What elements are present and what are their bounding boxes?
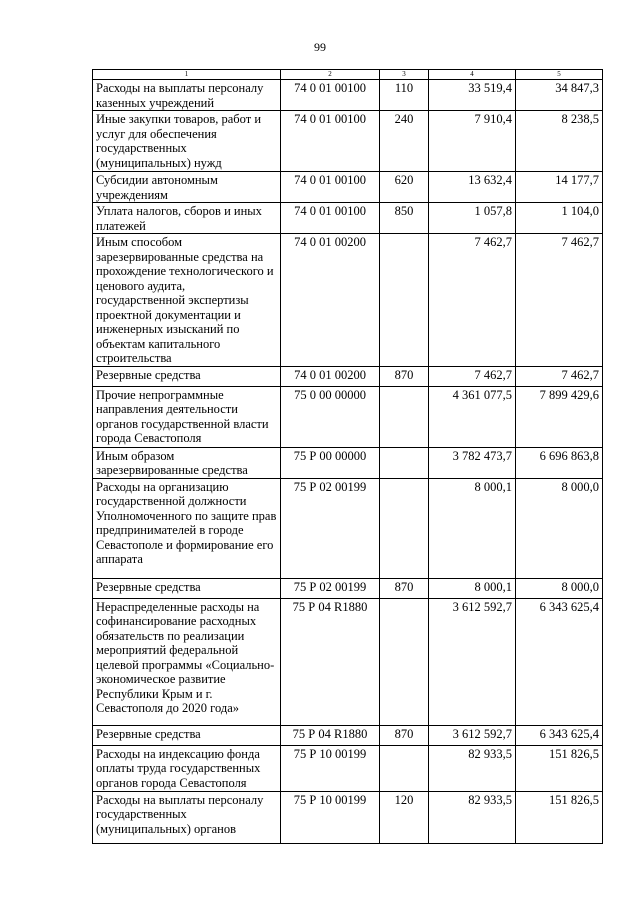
row-type-cell bbox=[380, 745, 429, 791]
row-type-cell bbox=[380, 386, 429, 447]
column-number-1: 1 bbox=[93, 70, 281, 80]
row-value-2-cell: 7 462,7 bbox=[516, 366, 603, 386]
row-type-cell: 120 bbox=[380, 791, 429, 843]
table-row bbox=[93, 111, 603, 172]
row-value-1-cell: 3 782 473,7 bbox=[429, 447, 516, 478]
column-number-2: 2 bbox=[281, 70, 380, 80]
row-name-cell: Уплата налогов, сборов и иных платежей bbox=[93, 203, 281, 234]
row-value-1-cell: 8 000,1 bbox=[429, 478, 516, 578]
row-code-cell: 75 0 00 00000 bbox=[281, 386, 380, 447]
row-type-cell: 870 bbox=[380, 366, 429, 386]
row-type-cell: 240 bbox=[380, 111, 429, 172]
table-row bbox=[93, 598, 603, 725]
row-value-1-cell: 33 519,4 bbox=[429, 80, 516, 111]
row-value-1-cell: 3 612 592,7 bbox=[429, 725, 516, 745]
row-value-2-cell: 8 000,0 bbox=[516, 478, 603, 578]
table-row bbox=[93, 725, 603, 745]
row-value-2-cell: 1 104,0 bbox=[516, 203, 603, 234]
row-code-cell: 74 0 01 00100 bbox=[281, 172, 380, 203]
row-value-1-cell: 82 933,5 bbox=[429, 745, 516, 791]
row-code-cell: 75 Р 04 R1880 bbox=[281, 598, 380, 725]
row-name-cell: Нераспределенные расходы на софинансирование расходных обязательств по реализации мероприятий федеральной целевой программы «Социально-экономическое развитие Республики Крым и г. Севастополя до 2020 года» bbox=[93, 598, 281, 725]
row-type-cell bbox=[380, 478, 429, 578]
table-row bbox=[93, 366, 603, 386]
table-row bbox=[93, 478, 603, 578]
row-code-cell: 74 0 01 00100 bbox=[281, 80, 380, 111]
row-name-cell: Расходы на выплаты персоналу казенных учреждений bbox=[93, 80, 281, 111]
row-name-cell: Иные закупки товаров, работ и услуг для обеспечения государственных (муниципальных) нужд bbox=[93, 111, 281, 172]
row-value-1-cell: 7 910,4 bbox=[429, 111, 516, 172]
row-code-cell: 75 Р 10 00199 bbox=[281, 791, 380, 843]
row-code-cell: 74 0 01 00100 bbox=[281, 111, 380, 172]
row-type-cell: 870 bbox=[380, 578, 429, 598]
row-value-1-cell: 1 057,8 bbox=[429, 203, 516, 234]
row-type-cell bbox=[380, 598, 429, 725]
row-value-2-cell: 151 826,5 bbox=[516, 745, 603, 791]
table-body bbox=[93, 80, 603, 844]
row-name-cell: Иным образом зарезервированные средства bbox=[93, 447, 281, 478]
table-row bbox=[93, 80, 603, 111]
row-name-cell: Расходы на индексацию фонда оплаты труда государственных органов города Севастополя bbox=[93, 745, 281, 791]
header-row bbox=[93, 70, 603, 80]
row-code-cell: 74 0 01 00200 bbox=[281, 366, 380, 386]
row-type-cell bbox=[380, 447, 429, 478]
row-name-cell: Резервные средства bbox=[93, 725, 281, 745]
row-name-cell: Расходы на выплаты персоналу государственных (муниципальных) органов bbox=[93, 791, 281, 843]
row-value-1-cell: 7 462,7 bbox=[429, 366, 516, 386]
row-value-2-cell: 34 847,3 bbox=[516, 80, 603, 111]
table-row bbox=[93, 203, 603, 234]
row-code-cell: 75 Р 02 00199 bbox=[281, 578, 380, 598]
row-name-cell: Расходы на организацию государственной должности Уполномоченного по защите прав предпринимателей в городе Севастополе и формирование его аппарата bbox=[93, 478, 281, 578]
table-row bbox=[93, 578, 603, 598]
row-code-cell: 75 Р 04 R1880 bbox=[281, 725, 380, 745]
row-value-2-cell: 8 000,0 bbox=[516, 578, 603, 598]
row-value-1-cell: 13 632,4 bbox=[429, 172, 516, 203]
row-value-1-cell: 7 462,7 bbox=[429, 234, 516, 367]
row-type-cell: 110 bbox=[380, 80, 429, 111]
row-value-1-cell: 8 000,1 bbox=[429, 578, 516, 598]
row-code-cell: 74 0 01 00100 bbox=[281, 203, 380, 234]
row-value-2-cell: 6 343 625,4 bbox=[516, 598, 603, 725]
row-name-cell: Иным способом зарезервированные средства на прохождение технологического и ценового аудита, государственной экспертизы проектной документации и инженерных изысканий по объектам капитального строительства bbox=[93, 234, 281, 367]
row-code-cell: 74 0 01 00200 bbox=[281, 234, 380, 367]
column-number-3: 3 bbox=[380, 70, 429, 80]
column-number-4: 4 bbox=[429, 70, 516, 80]
row-value-2-cell: 6 343 625,4 bbox=[516, 725, 603, 745]
row-value-2-cell: 14 177,7 bbox=[516, 172, 603, 203]
row-value-2-cell: 7 462,7 bbox=[516, 234, 603, 367]
row-value-2-cell: 151 826,5 bbox=[516, 791, 603, 843]
row-value-1-cell: 4 361 077,5 bbox=[429, 386, 516, 447]
page-number: 99 bbox=[314, 40, 326, 54]
row-type-cell: 850 bbox=[380, 203, 429, 234]
table-header bbox=[93, 70, 603, 80]
row-value-1-cell: 3 612 592,7 bbox=[429, 598, 516, 725]
row-code-cell: 75 Р 00 00000 bbox=[281, 447, 380, 478]
row-type-cell bbox=[380, 234, 429, 367]
row-value-2-cell: 6 696 863,8 bbox=[516, 447, 603, 478]
row-name-cell: Прочие непрограммные направления деятельности органов государственной власти города Севастополя bbox=[93, 386, 281, 447]
row-code-cell: 75 Р 02 00199 bbox=[281, 478, 380, 578]
row-value-2-cell: 8 238,5 bbox=[516, 111, 603, 172]
row-name-cell: Резервные средства bbox=[93, 578, 281, 598]
table-row bbox=[93, 234, 603, 367]
table-row bbox=[93, 791, 603, 843]
table-row bbox=[93, 386, 603, 447]
row-type-cell: 870 bbox=[380, 725, 429, 745]
row-type-cell: 620 bbox=[380, 172, 429, 203]
row-name-cell: Резервные средства bbox=[93, 366, 281, 386]
table-row bbox=[93, 447, 603, 478]
table-row bbox=[93, 172, 603, 203]
table-row bbox=[93, 745, 603, 791]
row-value-2-cell: 7 899 429,6 bbox=[516, 386, 603, 447]
budget-table bbox=[92, 69, 603, 844]
row-code-cell: 75 Р 10 00199 bbox=[281, 745, 380, 791]
row-name-cell: Субсидии автономным учреждениям bbox=[93, 172, 281, 203]
column-number-5: 5 bbox=[516, 70, 603, 80]
row-value-1-cell: 82 933,5 bbox=[429, 791, 516, 843]
